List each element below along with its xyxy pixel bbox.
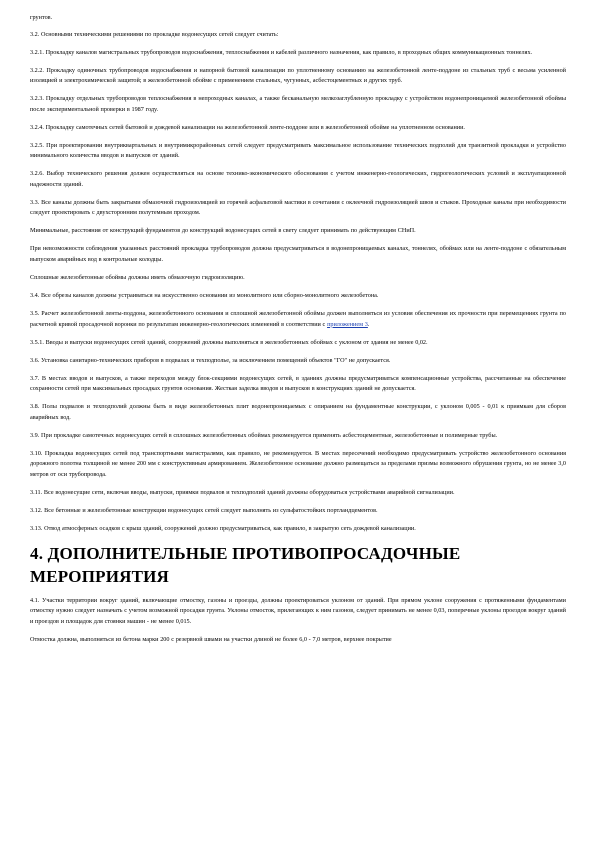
paragraph: 3.2. Основными техническими решениями по прокладке водонесущих сетей следует считать: bbox=[30, 30, 279, 38]
paragraph: грунтов. bbox=[30, 14, 53, 21]
paragraph: 3.7. В местах вводов и выпусков, а также переходов между блок-секциями водонесущих сетей, в зданиях должны предусматриваться компенсационные устройства, рассчитанные на обеспечение сохранности сетей при максимальных просадках грунтов основания. Жесткая заделка вводов и выпусков в конструкциях зданий не допускается. bbox=[30, 374, 566, 393]
paragraph: 3.5.1. Вводы и выпуски водонесущих сетей зданий, сооружений должны выполняться в железобетонных обоймах с уклоном от здания не менее 0,02. bbox=[30, 338, 428, 346]
paragraph: 3.13. Отвод атмосферных осадков с крыш зданий, сооружений должно предусматриваться, как правило, в закрытую сеть дождевой канализации. bbox=[30, 524, 416, 532]
document-body bbox=[30, 13, 566, 653]
paragraph: При невозможности соблюдения указанных расстояний прокладка трубопроводов должна предусматриваться в водонепроницаемых каналах, тоннелях, обоймах или на ленте-поддоне с обязательным выпуском аварийных вод в контрольные колодцы. bbox=[30, 245, 566, 264]
paragraph: 3.9. При прокладке самотечных водонесущих сетей в сплошных железобетонных обоймах рекомендуется применять асбестоцементные, железобетонные и полимерные трубы. bbox=[30, 431, 498, 439]
paragraph-with-link bbox=[30, 309, 566, 330]
appendix-3-link[interactable]: приложением 3 bbox=[327, 320, 368, 328]
paragraph: 4.1. Участки территории вокруг зданий, включающие отмостку, газоны и проезды, должны проектироваться уклоном от зданий. При прямом уклоне сооружения с протяженными фундаментами отмостку нужно следует назначать с учетом возможной просадки грунта. Уклоны отмосток, прилегающих к ним газонов, следует принимать не менее 0,03, поперечные уклоны проездов вокруг зданий и проездов и площадок для стоянки машин - не менее 0,015. bbox=[30, 596, 566, 625]
paragraph: 3.2.3. Прокладку отдельных трубопроводов теплоснабжения в непроходных каналах, а также бесканальную мелкозаглубленную прокладку с устройством водонепроницаемой железобетонной обоймы после экспериментальной проверки в 1987 году. bbox=[30, 95, 566, 113]
paragraph: 3.6. Установка санитарно-технических приборов в подвалах и техподполье, за исключением помещений объектов "ГО" не допускается. bbox=[30, 356, 391, 364]
paragraph: 3.2.5. При проектировании внутриквартальных и внутримикрорайонных сетей следует предусматривать максимальное использование технических подполий для транзитной прокладки и устройство минимального количества вводов и выпусков от зданий. bbox=[30, 141, 566, 160]
paragraph: Сплошные железобетонные обоймы должны иметь обмазочную гидроизоляцию. bbox=[30, 274, 245, 281]
paragraph-text: 3.5. Расчет железобетонной ленты-поддона, железобетонного основания и сплошной железобетонной обоймы должен выполняться из условия обеспечения их прочности при перемещениях грунта по расчетной кривой просадочной воронки по результатам инженерно-геологических изменений в соответствии с bbox=[30, 309, 566, 328]
paragraph: 3.10. Прокладка водонесущих сетей под транспортными магистралями, как правило, не рекомендуется. В местах пересечений необходимо предусматривать устройство железобетонного основания дорожного полотна толщиной не менее 200 мм с конструктивным армированием. Железобетонное основание должно размещаться за пределами призмы возможного обрушения грунта, но не менее 3,0 метров от оси трубопровода. bbox=[30, 449, 566, 478]
paragraph-text-end: . bbox=[367, 320, 370, 328]
paragraph: 3.11. Все водонесущие сети, включая вводы, выпуски, приямки подвалов и техподполий зданий должны оборудоваться устройствами аварийной сигнализации. bbox=[30, 488, 455, 496]
paragraph: 3.2.6. Выбор технического решения должен осуществляться на основе технико-экономического обоснования с учетом инженерно-геологических, гидрогеологических условий и эксплуатационной надежности зданий. bbox=[30, 170, 566, 188]
paragraph: 3.3. Все каналы должны быть закрытыми обмазочной гидроизоляцией из горячей асфальтовой мастики в сочетании с оклеечной гидроизоляцией швов и стыков. Проходные каналы при необходимости следует проектировать с двухсторонним полутемным проходом. bbox=[30, 198, 566, 217]
paragraph: Отмостка должна, выполняться из бетона марки 200 с резервной швами на участки длиной не более 6,0 - 7,0 метров, верхнее покрытие bbox=[30, 635, 392, 643]
paragraph: 3.2.2. Прокладку одиночных трубопроводов водоснабжения и напорной бытовой канализации по уплотненному основанию на железобетонной ленте-поддоне из стальных труб с весьма усиленной изоляцией и электрохимической защитой; в железобетонной обойме с применением стальных, чугунных, асбестоцементных и других труб. bbox=[30, 66, 566, 85]
paragraph: 3.4. Все обрезы каналов должны устраиваться на искусственно основании из монолитного или сборно-монолитного железобетона. bbox=[30, 291, 379, 299]
paragraph: Минимальные, расстояния от конструкций фундаментов до конструкций водонесущих сетей в свету следует принимать по действующим СНиП. bbox=[30, 227, 416, 235]
paragraph: 3.12. Все бетонные и железобетонные конструкции водонесущих сетей следует выполнять из сульфатостойких портландцементов. bbox=[30, 506, 378, 514]
section-heading: 4. ДОПОЛНИТЕЛЬНЫЕ ПРОТИВОПРОСАДОЧНЫЕ МЕРОПРИЯТИЯ bbox=[30, 543, 461, 586]
paragraph: 3.8. Полы подвалов и техподполий должны быть в виде железобетонных плит водонепроницаемых с опиранием на фундаментные конструкции, с уклоном 0,005 - 0,01 к приямкам для сборов аварийных вод. bbox=[30, 403, 566, 421]
paragraph: 3.2.1. Прокладку каналов магистральных трубопроводов водоснабжения, теплоснабжения и кабелей различного назначения, как правило, в проходных общих коммуникационных тоннелях. bbox=[30, 48, 533, 56]
paragraph: 3.2.4. Прокладку самотечных сетей бытовой и дождевой канализации на железобетонной ленте-поддоне или в железобетонной обойме на уплотненном основании. bbox=[30, 123, 465, 131]
